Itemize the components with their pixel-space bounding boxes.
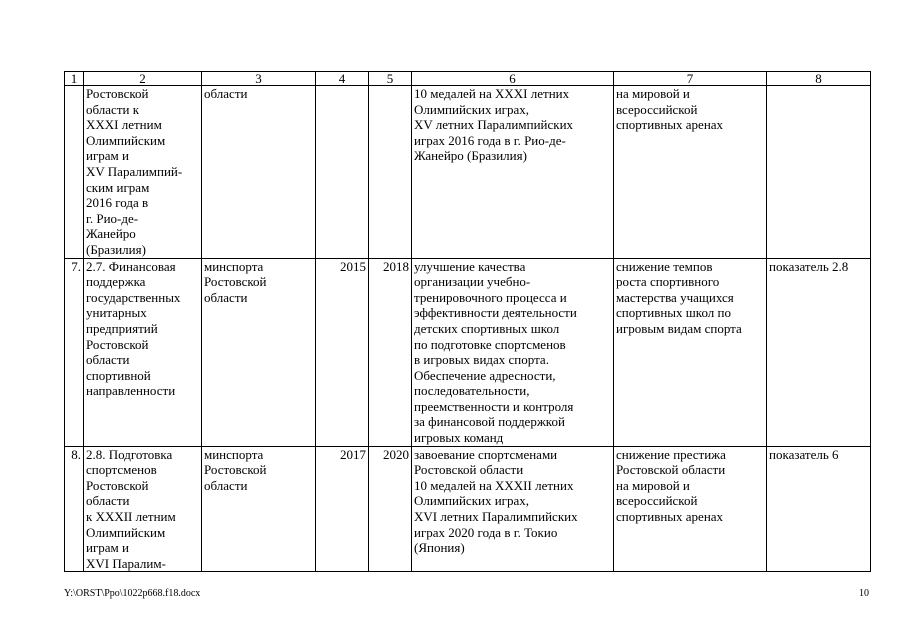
row-number-cell: 7. xyxy=(65,258,84,446)
indicator-cell: показатель 2.8 xyxy=(767,258,871,446)
consequences-cell: снижение престижа Ростовской области на мировой и всероссийской спортивных аренах xyxy=(614,446,767,572)
end-year-cell: 2020 xyxy=(369,446,412,572)
indicator-cell: показатель 6 xyxy=(767,446,871,572)
table-row xyxy=(65,258,871,446)
result-cell: улучшение качества организации учебно- тренировочного процесса и эффективности деятельности детских спортивных школ по подготовке спортсменов в игровых видах спорта. Обеспечение адресности, последовательности, преемственности и контроля за финансовой поддержкой игровых команд xyxy=(412,258,614,446)
result-cell: 10 медалей на XXXI летних Олимпийских играх, XV летних Паралимпийских играх 2016 года в г. Рио-де- Жанейро (Бразилия) xyxy=(412,86,614,259)
consequences-cell: снижение темпов роста спортивного мастерства учащихся спортивных школ по игровым видам спорта xyxy=(614,258,767,446)
column-header: 6 xyxy=(412,72,614,86)
table-row xyxy=(65,86,871,259)
end-year-cell xyxy=(369,86,412,259)
row-number-cell: 8. xyxy=(65,446,84,572)
footer-page-number: 10 xyxy=(859,588,869,599)
start-year-cell: 2017 xyxy=(316,446,369,572)
row-number-cell xyxy=(65,86,84,259)
end-year-cell: 2018 xyxy=(369,258,412,446)
table-row xyxy=(65,446,871,572)
indicator-cell xyxy=(767,86,871,259)
column-header: 4 xyxy=(316,72,369,86)
executor-cell: минспорта Ростовской области xyxy=(202,258,316,446)
start-year-cell: 2015 xyxy=(316,258,369,446)
event-cell: 2.8. Подготовка спортсменов Ростовской области к XXXII летним Олимпийским играм и XVI Паралим- xyxy=(84,446,202,572)
column-header: 1 xyxy=(65,72,84,86)
document-table xyxy=(64,71,871,572)
column-header: 5 xyxy=(369,72,412,86)
column-header: 3 xyxy=(202,72,316,86)
consequences-cell: на мировой и всероссийской спортивных аренах xyxy=(614,86,767,259)
event-cell: 2.7. Финансовая поддержка государственных унитарных предприятий Ростовской области спортивной направленности xyxy=(84,258,202,446)
table-header-row xyxy=(65,72,871,86)
column-header: 2 xyxy=(84,72,202,86)
column-header: 7 xyxy=(614,72,767,86)
executor-cell: минспорта Ростовской области xyxy=(202,446,316,572)
column-header: 8 xyxy=(767,72,871,86)
footer-file-path: Y:\ORST\Ppo\1022p668.f18.docx xyxy=(64,588,201,599)
event-cell: Ростовской области к XXXI летним Олимпийским играм и XV Паралимпий- ским играм 2016 года в г. Рио-де- Жанейро (Бразилия) xyxy=(84,86,202,259)
result-cell: завоевание спортсменами Ростовской области 10 медалей на XXXII летних Олимпийских играх, XVI летних Паралимпийских играх 2020 года в г. Токио (Япония) xyxy=(412,446,614,572)
start-year-cell xyxy=(316,86,369,259)
executor-cell: области xyxy=(202,86,316,259)
